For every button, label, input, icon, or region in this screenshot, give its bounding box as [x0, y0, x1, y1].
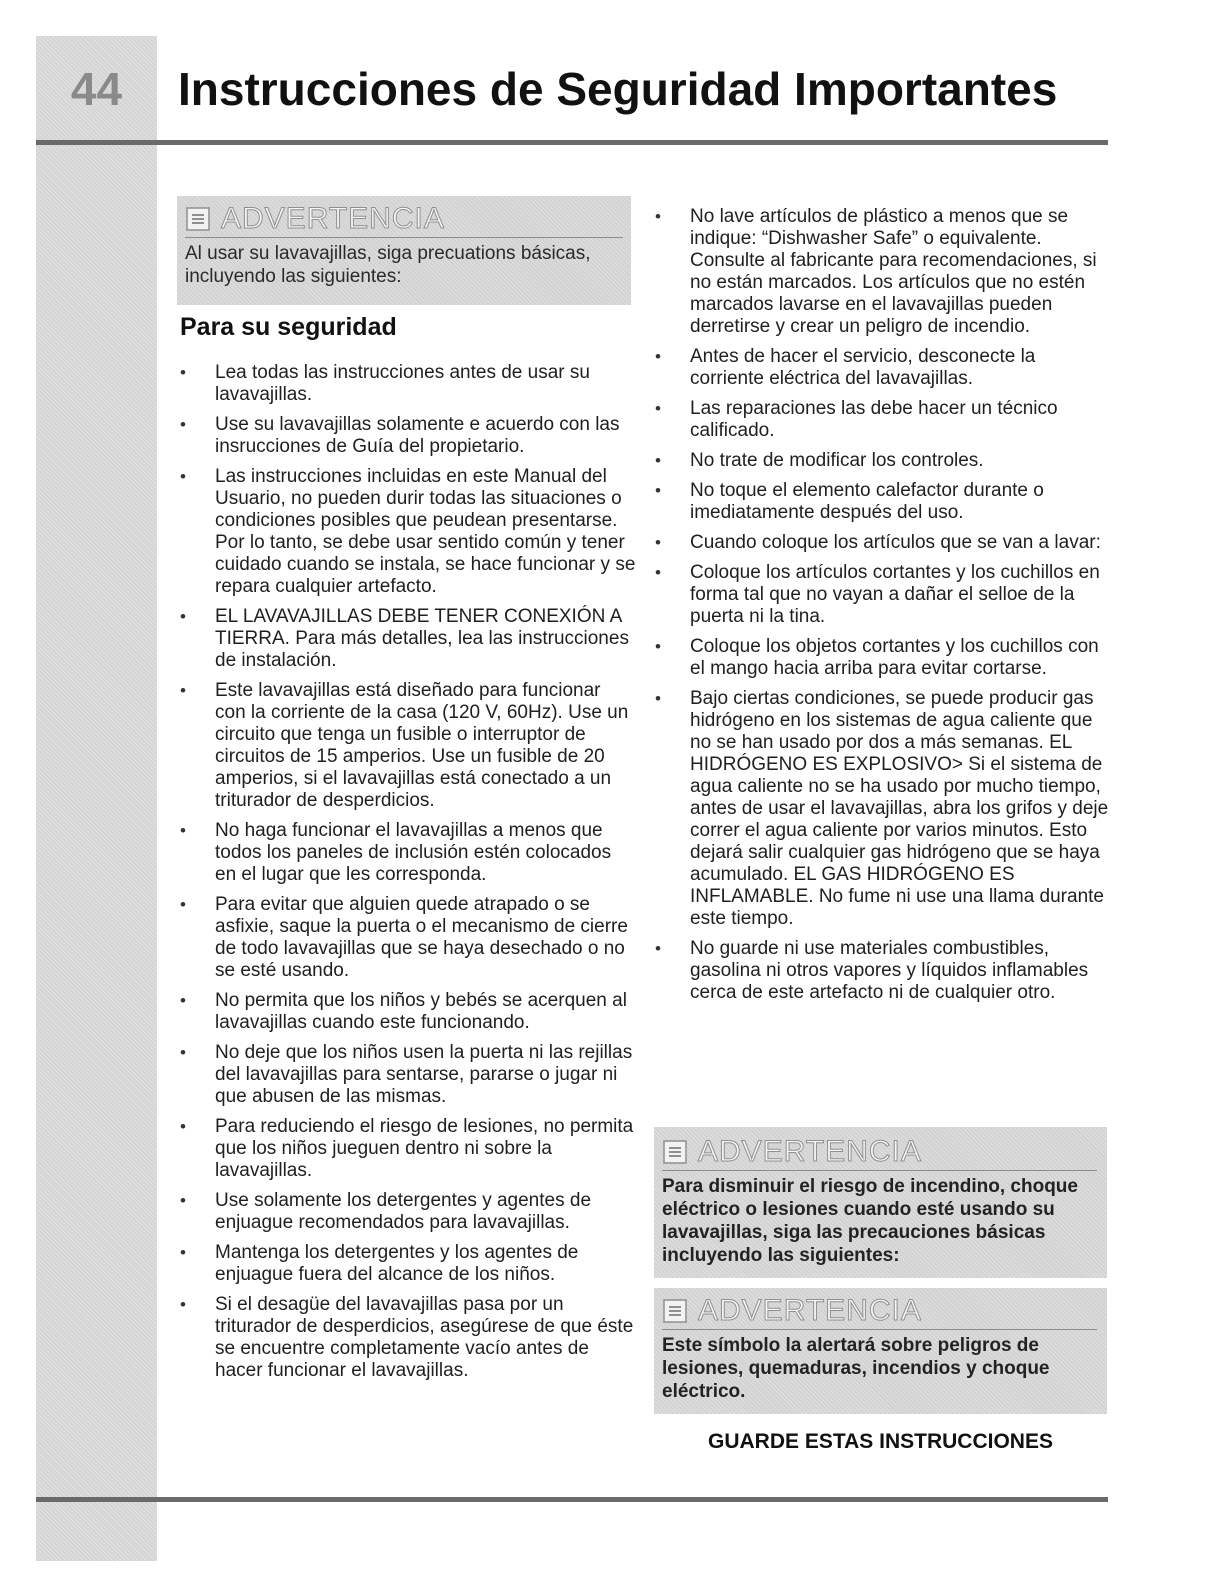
- left-safety-list: [180, 362, 636, 1390]
- warning-title: ADVERTENCIA: [698, 1135, 922, 1168]
- warning-title: ADVERTENCIA: [698, 1294, 922, 1327]
- warning-header: [662, 1137, 1097, 1171]
- safety-alert-icon: [185, 206, 211, 232]
- warning-text: Al usar su lavavajillas, siga precuations básicas, incluyendo las siguientes:: [185, 243, 591, 287]
- list-item: • Para evitar que alguien quede atrapado o se asfixie, saque la puerta o el mecanismo de cierre de todo lavavajillas que se haya desechado o no se esté usando.: [180, 894, 636, 982]
- list-item: • Antes de hacer el servicio, desconecte la corriente eléctrica del lavavajillas.: [655, 346, 1109, 390]
- list-item: • Lea todas las instrucciones antes de usar su lavavajillas.: [180, 362, 636, 406]
- warning-title: ADVERTENCIA: [221, 202, 445, 235]
- list-item: • Bajo ciertas condiciones, se puede producir gas hidrógeno en los sistemas de agua caliente que no se han usado por dos a más semanas. EL HIDRÓGENO ES EXPLOSIVO> Si el sistema de agua caliente no se ha usado por mucho tiempo, antes de usar el lavavajillas, abra los grifos y deje correr el agua caliente por varios minutos. Esto dejará salir cualquier gas hidrógeno que se haya acumulado. EL GAS HIDRÓGENO ES INFLAMABLE. No fume ni use una llama durante este tiempo.: [655, 688, 1109, 930]
- list-item: • No permita que los niños y bebés se acerquen al lavavajillas cuando este funcionando.: [180, 990, 636, 1034]
- warning-text: Este símbolo la alertará sobre peligros de lesiones, quemaduras, incendios y choque eléctrico.: [662, 1335, 1050, 1402]
- list-item: • No deje que los niños usen la puerta ni las rejillas del lavavajillas para sentarse, pararse o jugar ni que abusen de las mismas.: [180, 1042, 636, 1108]
- list-item: • Las instrucciones incluidas en este Manual del Usuario, no pueden durir todas las situaciones o condiciones posibles que peudean presentarse. Por lo tanto, se debe usar sentido común y tener cuidado cuando se instala, se hace funcionar y se repara cualquier artefacto.: [180, 466, 636, 598]
- right-safety-list: [655, 206, 1109, 1012]
- warning-text: Para disminuir el riesgo de incendino, choque eléctrico o lesiones cuando esté usando su lavavajillas, siga las precauciones básicas incluyendo las siguientes:: [662, 1176, 1078, 1266]
- list-item: • EL LAVAVAJILLAS DEBE TENER CONEXIÓN A TIERRA. Para más detalles, lea las instrucciones de instalación.: [180, 606, 636, 672]
- list-item: • No haga funcionar el lavavajillas a menos que todos los paneles de inclusión estén colocados en el lugar que les corresponda.: [180, 820, 636, 886]
- warning-header: [662, 1296, 1097, 1330]
- list-item: • No guarde ni use materiales combustibles, gasolina ni otros vapores y líquidos inflamables cerca de este artefacto ni de cualquier otro.: [655, 938, 1109, 1004]
- list-item: • Coloque los objetos cortantes y los cuchillos con el mango hacia arriba para evitar cortarse.: [655, 636, 1109, 680]
- section-heading: Para su seguridad: [180, 313, 397, 341]
- warning-box-top: [177, 196, 631, 305]
- save-instructions-footer: GUARDE ESTAS INSTRUCCIONES: [708, 1430, 1053, 1453]
- list-item: • Las reparaciones las debe hacer un técnico calificado.: [655, 398, 1109, 442]
- warning-box-bottom: [654, 1288, 1107, 1414]
- page-title: Instrucciones de Seguridad Importantes: [178, 63, 1058, 115]
- page-number: 44: [70, 63, 123, 115]
- list-item: • No toque el elemento calefactor durante o imediatamente después del uso.: [655, 480, 1109, 524]
- warning-box-middle: [654, 1127, 1107, 1278]
- list-item: • Cuando coloque los artículos que se van a lavar:: [655, 532, 1109, 554]
- footer-divider: [36, 1497, 1108, 1502]
- warning-header: [185, 204, 623, 238]
- list-item: • Para reduciendo el riesgo de lesiones, no permita que los niños jueguen dentro ni sobre la lavavajillas.: [180, 1116, 636, 1182]
- safety-alert-icon: [662, 1139, 688, 1165]
- list-item: • No trate de modificar los controles.: [655, 450, 1109, 472]
- safety-alert-icon: [662, 1298, 688, 1324]
- list-item: • Use solamente los detergentes y agentes de enjuague recomendados para lavavajillas.: [180, 1190, 636, 1234]
- list-item: • Mantenga los detergentes y los agentes de enjuague fuera del alcance de los niños.: [180, 1242, 636, 1286]
- list-item: • Coloque los artículos cortantes y los cuchillos en forma tal que no vayan a dañar el selloe de la puerta ni la tina.: [655, 562, 1109, 628]
- header-divider: [36, 140, 1108, 145]
- list-item: • Use su lavavajillas solamente e acuerdo con las insrucciones de Guía del propietario.: [180, 414, 636, 458]
- list-item: • No lave artículos de plástico a menos que se indique: “Dishwasher Safe” o equivalente. Consulte al fabricante para recomendaciones, si no están marcados. Los artículos que no estén marcados lavarse en el lavavajillas pueden derretirse y crear un peligro de incendio.: [655, 206, 1109, 338]
- page-sidebar: [36, 36, 157, 1561]
- list-item: • Este lavavajillas está diseñado para funcionar con la corriente de la casa (120 V, 60Hz). Use un circuito que tenga un fusible o interruptor de circuitos de 15 amperios. Use un fusible de 20 amperios, si el lavavajillas está conectado a un triturador de desperdicios.: [180, 680, 636, 812]
- list-item: • Si el desagüe del lavavajillas pasa por un triturador de desperdicios, asegúrese de que éste se encuentre completamente vacío antes de hacer funcionar el lavavajillas.: [180, 1294, 636, 1382]
